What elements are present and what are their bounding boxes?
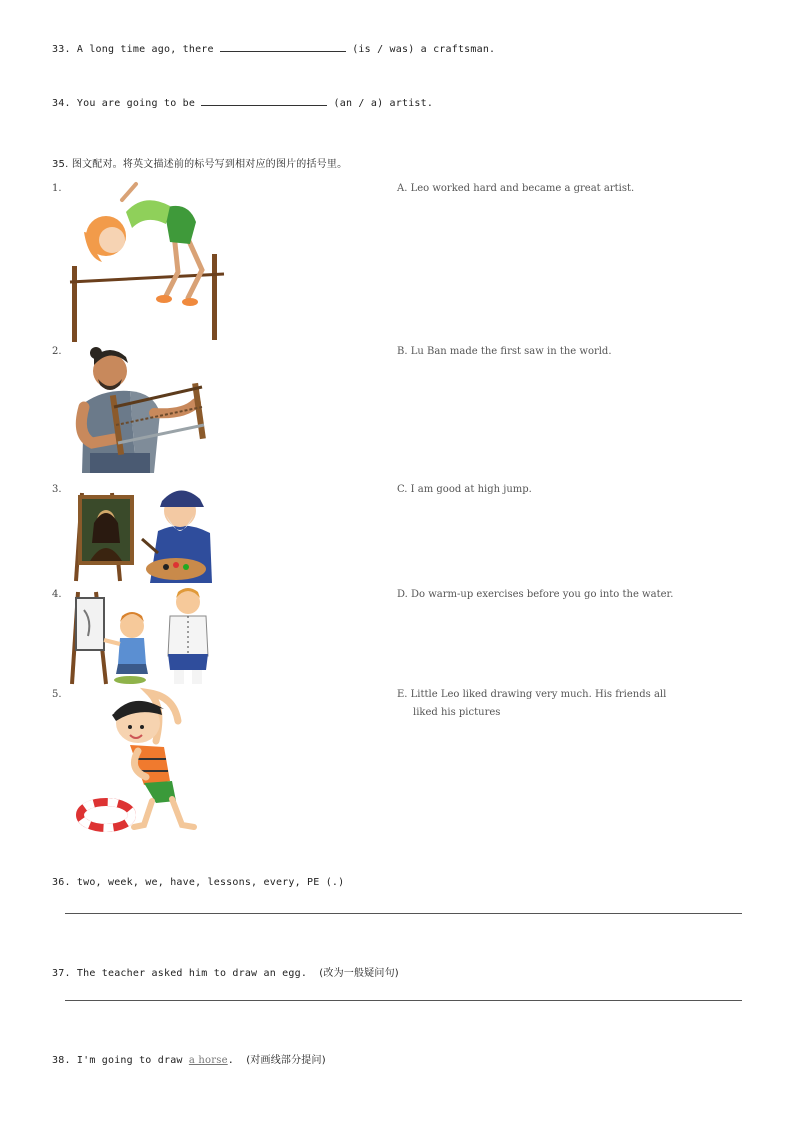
question-36: 36. two, week, we, have, lessons, every, PE (.) (52, 877, 345, 888)
item-number-2: 2. (52, 346, 62, 357)
swimmer-warm-up-picture (78, 685, 213, 832)
carpenter-saw-picture (74, 343, 214, 478)
question-38-prefix: 38. I'm going to draw (52, 1055, 183, 1066)
item-number-1: 1. (52, 183, 62, 194)
question-37-note: (改为一般疑问句) (319, 968, 399, 979)
question-34 (52, 95, 433, 109)
question-33-prefix: 33. A long time ago, there (52, 44, 214, 55)
painter-mona-lisa-picture (72, 483, 214, 583)
question-35-heading: 35. 图文配对。将英文描述前的标号写到相对应的图片的括号里。 (52, 159, 348, 170)
option-d: D. Do warm-up exercises before you go into the water. (397, 589, 674, 600)
question-33-blank[interactable] (220, 41, 346, 52)
question-33-suffix: (is / was) a craftsman. (352, 44, 496, 55)
option-a: A. Leo worked hard and became a great artist. (397, 183, 635, 194)
question-34-suffix: (an / a) artist. (333, 98, 434, 109)
question-38-underlined: a horse (188, 1055, 228, 1066)
option-c: C. I am good at high jump. (397, 484, 532, 495)
answer-line-37[interactable] (65, 1000, 742, 1001)
item-number-5: 5. (52, 689, 62, 700)
question-33 (52, 41, 495, 55)
question-38-suffix: . (227, 1055, 234, 1066)
high-jump-picture (66, 178, 226, 343)
boy-painting-picture (70, 586, 215, 686)
question-37-text: 37. The teacher asked him to draw an egg. (52, 968, 308, 979)
question-38-note: (对画线部分提问) (246, 1055, 326, 1066)
option-e-continued: liked his pictures (413, 707, 501, 718)
item-number-3: 3. (52, 484, 62, 495)
question-34-blank[interactable] (201, 95, 327, 106)
answer-line-36[interactable] (65, 913, 742, 914)
item-number-4: 4. (52, 589, 62, 600)
question-34-prefix: 34. You are going to be (52, 98, 196, 109)
question-37 (52, 964, 399, 979)
option-e: E. Little Leo liked drawing very much. His friends all (397, 689, 667, 700)
question-38 (52, 1051, 326, 1066)
option-b: B. Lu Ban made the first saw in the world. (397, 346, 612, 357)
